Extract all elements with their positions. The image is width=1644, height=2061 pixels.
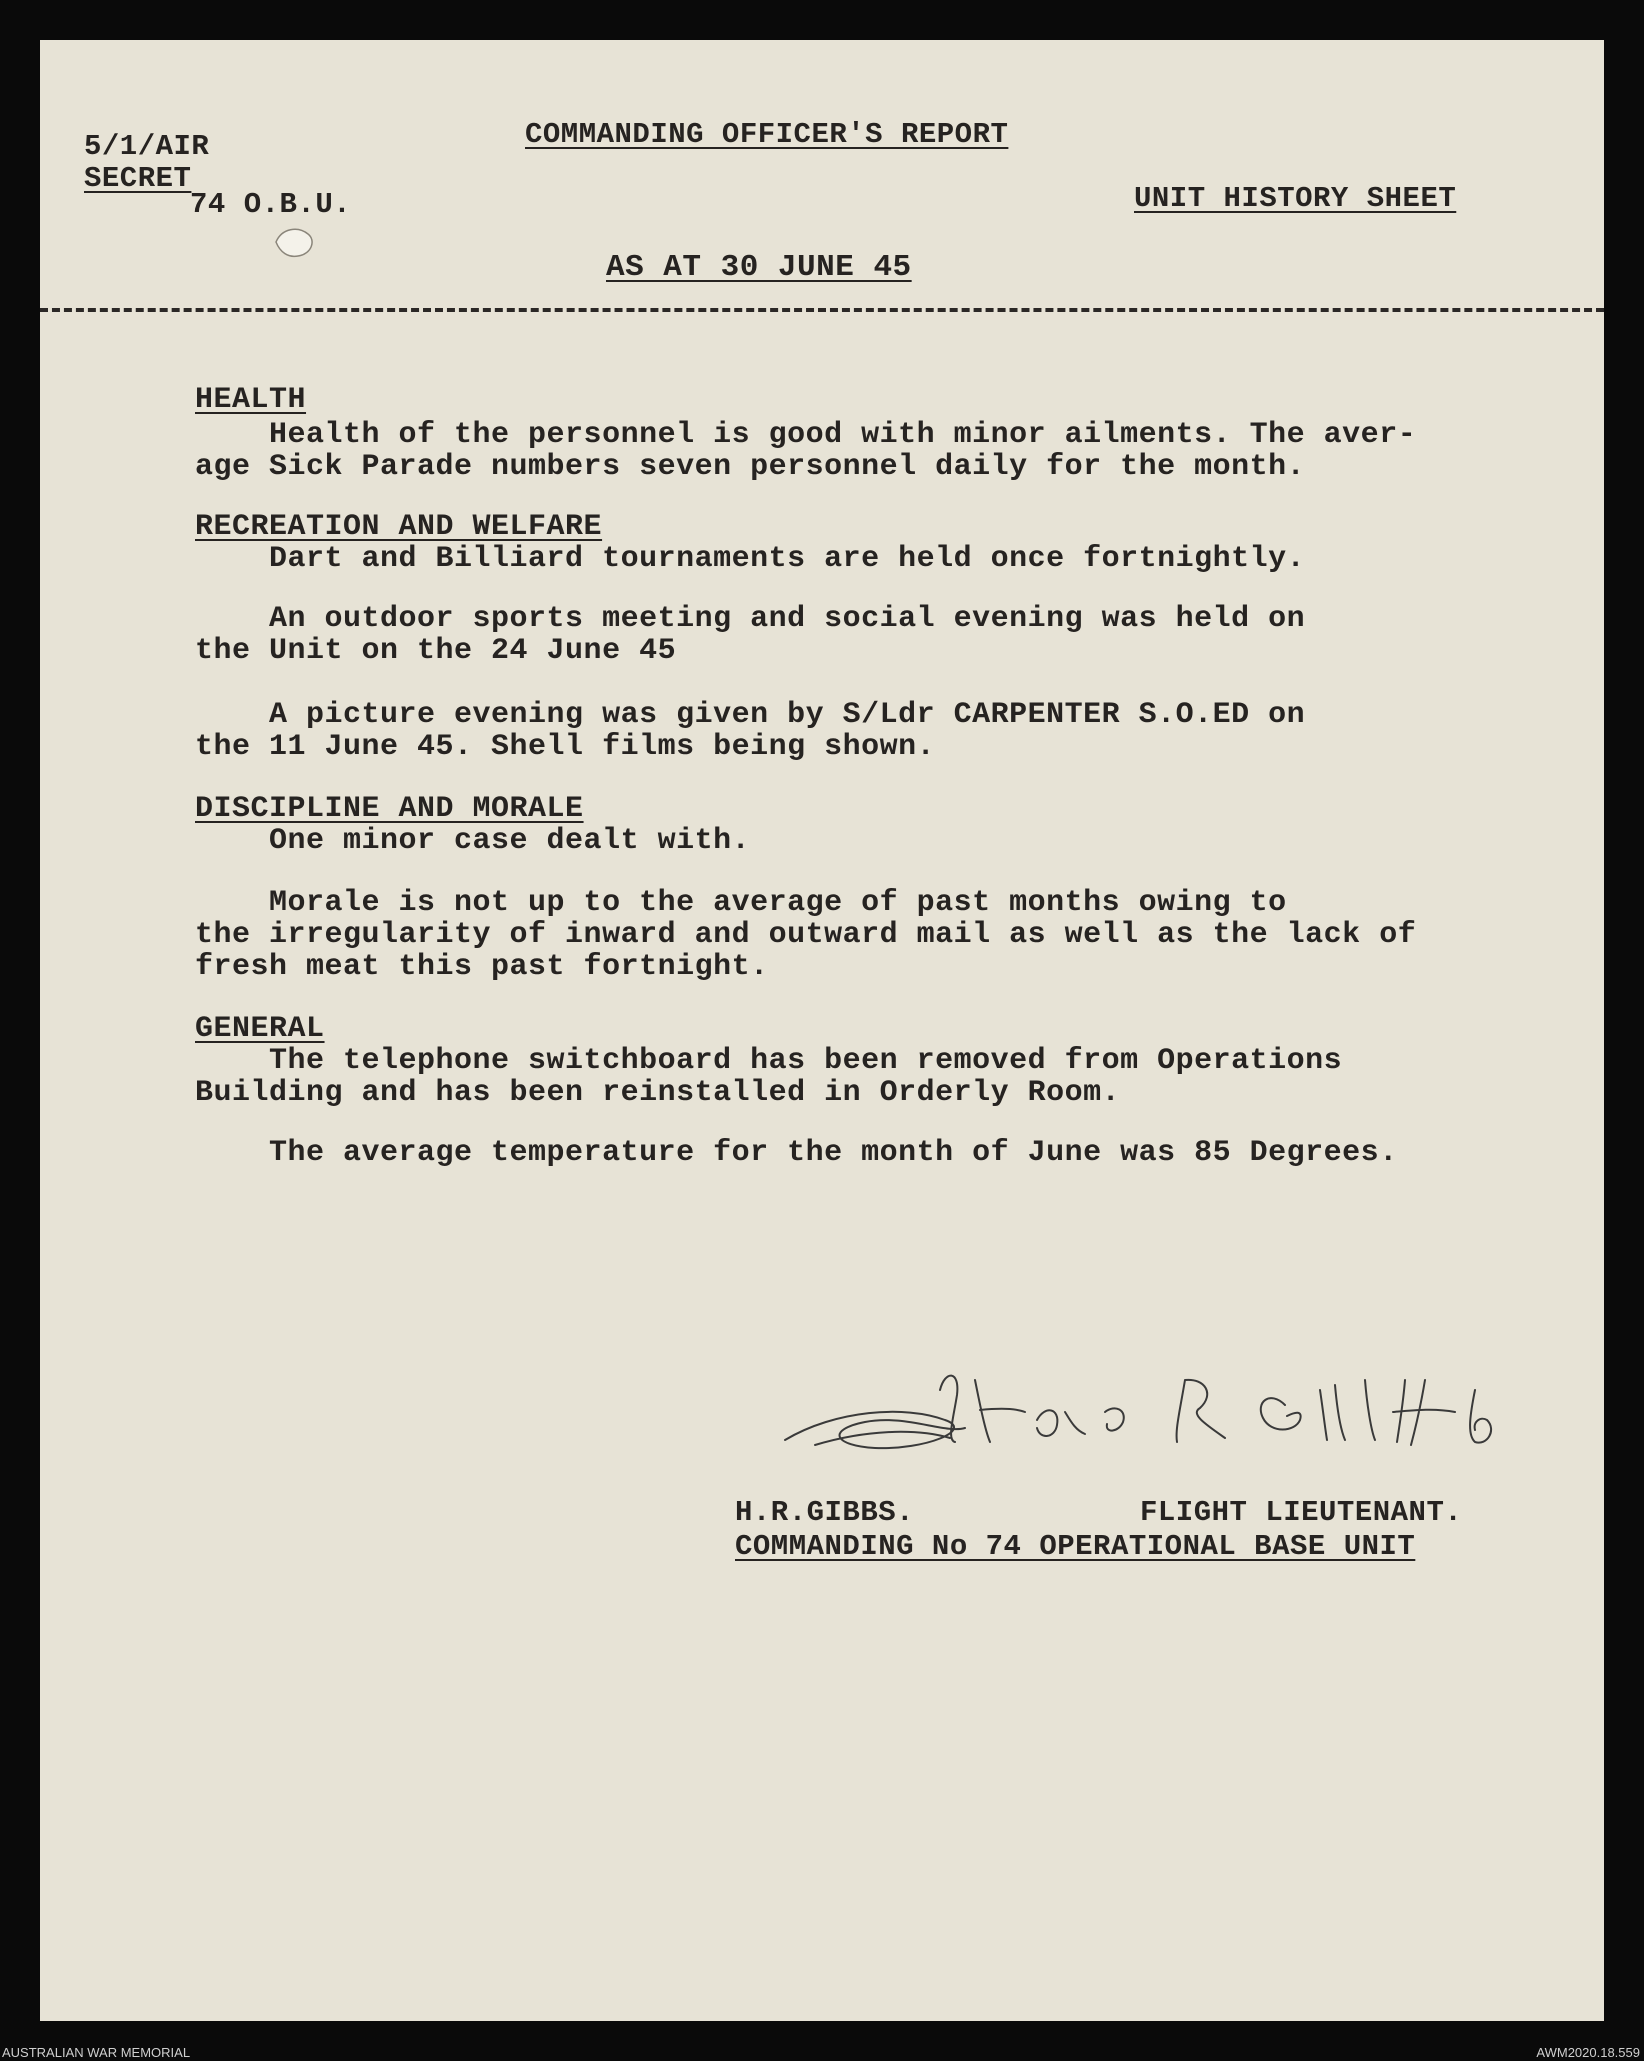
health-line-1: Health of the personnel is good with minor ailments. The aver-	[195, 418, 1417, 452]
general-line-1: The telephone switchboard has been removed from Operations	[195, 1044, 1343, 1078]
discipline-line-4: fresh meat this past fortnight.	[195, 950, 769, 984]
section-heading-recreation: RECREATION AND WELFARE	[195, 510, 603, 544]
recreation-line-1: Dart and Billiard tournaments are held once fortnightly.	[195, 542, 1306, 576]
officer-appointment: COMMANDING No 74 OPERATIONAL BASE UNIT	[735, 1530, 1416, 1563]
classification-marking: SECRET	[84, 162, 192, 195]
section-heading-discipline: DISCIPLINE AND MORALE	[195, 792, 584, 826]
report-date: AS AT 30 JUNE 45	[606, 250, 912, 285]
archive-reference: AWM2020.18.559	[1536, 2045, 1640, 2060]
header-divider	[40, 308, 1604, 312]
report-title: COMMANDING OFFICER'S REPORT	[525, 118, 1009, 151]
recreation-line-3: the Unit on the 24 June 45	[195, 634, 677, 668]
section-heading-health: HEALTH	[195, 383, 307, 417]
general-line-2: Building and has been reinstalled in Orderly Room.	[195, 1076, 1121, 1110]
document-sheet	[40, 40, 1604, 2021]
punch-hole-mark	[268, 218, 328, 268]
discipline-line-3: the irregularity of inward and outward mail as well as the lack of	[195, 918, 1417, 952]
section-heading-general: GENERAL	[195, 1012, 325, 1046]
recreation-line-2: An outdoor sports meeting and social evening was held on	[195, 602, 1306, 636]
officer-rank: FLIGHT LIEUTENANT.	[1140, 1496, 1463, 1529]
archive-credit: AUSTRALIAN WAR MEMORIAL	[2, 2045, 191, 2060]
officer-name: H.R.GIBBS.	[735, 1496, 915, 1529]
recreation-line-4: A picture evening was given by S/Ldr CARPENTER S.O.ED on	[195, 698, 1306, 732]
discipline-line-1: One minor case dealt with.	[195, 824, 751, 858]
health-line-2: age Sick Parade numbers seven personnel daily for the month.	[195, 450, 1306, 484]
unit-designation: 74 O.B.U.	[190, 188, 352, 221]
discipline-line-2: Morale is not up to the average of past months owing to	[195, 886, 1287, 920]
sheet-type: UNIT HISTORY SHEET	[1134, 182, 1457, 215]
handwritten-signature	[775, 1350, 1575, 1470]
file-reference: 5/1/AIR	[84, 130, 210, 163]
recreation-line-5: the 11 June 45. Shell films being shown.	[195, 730, 936, 764]
general-line-3: The average temperature for the month of June was 85 Degrees.	[195, 1136, 1398, 1170]
